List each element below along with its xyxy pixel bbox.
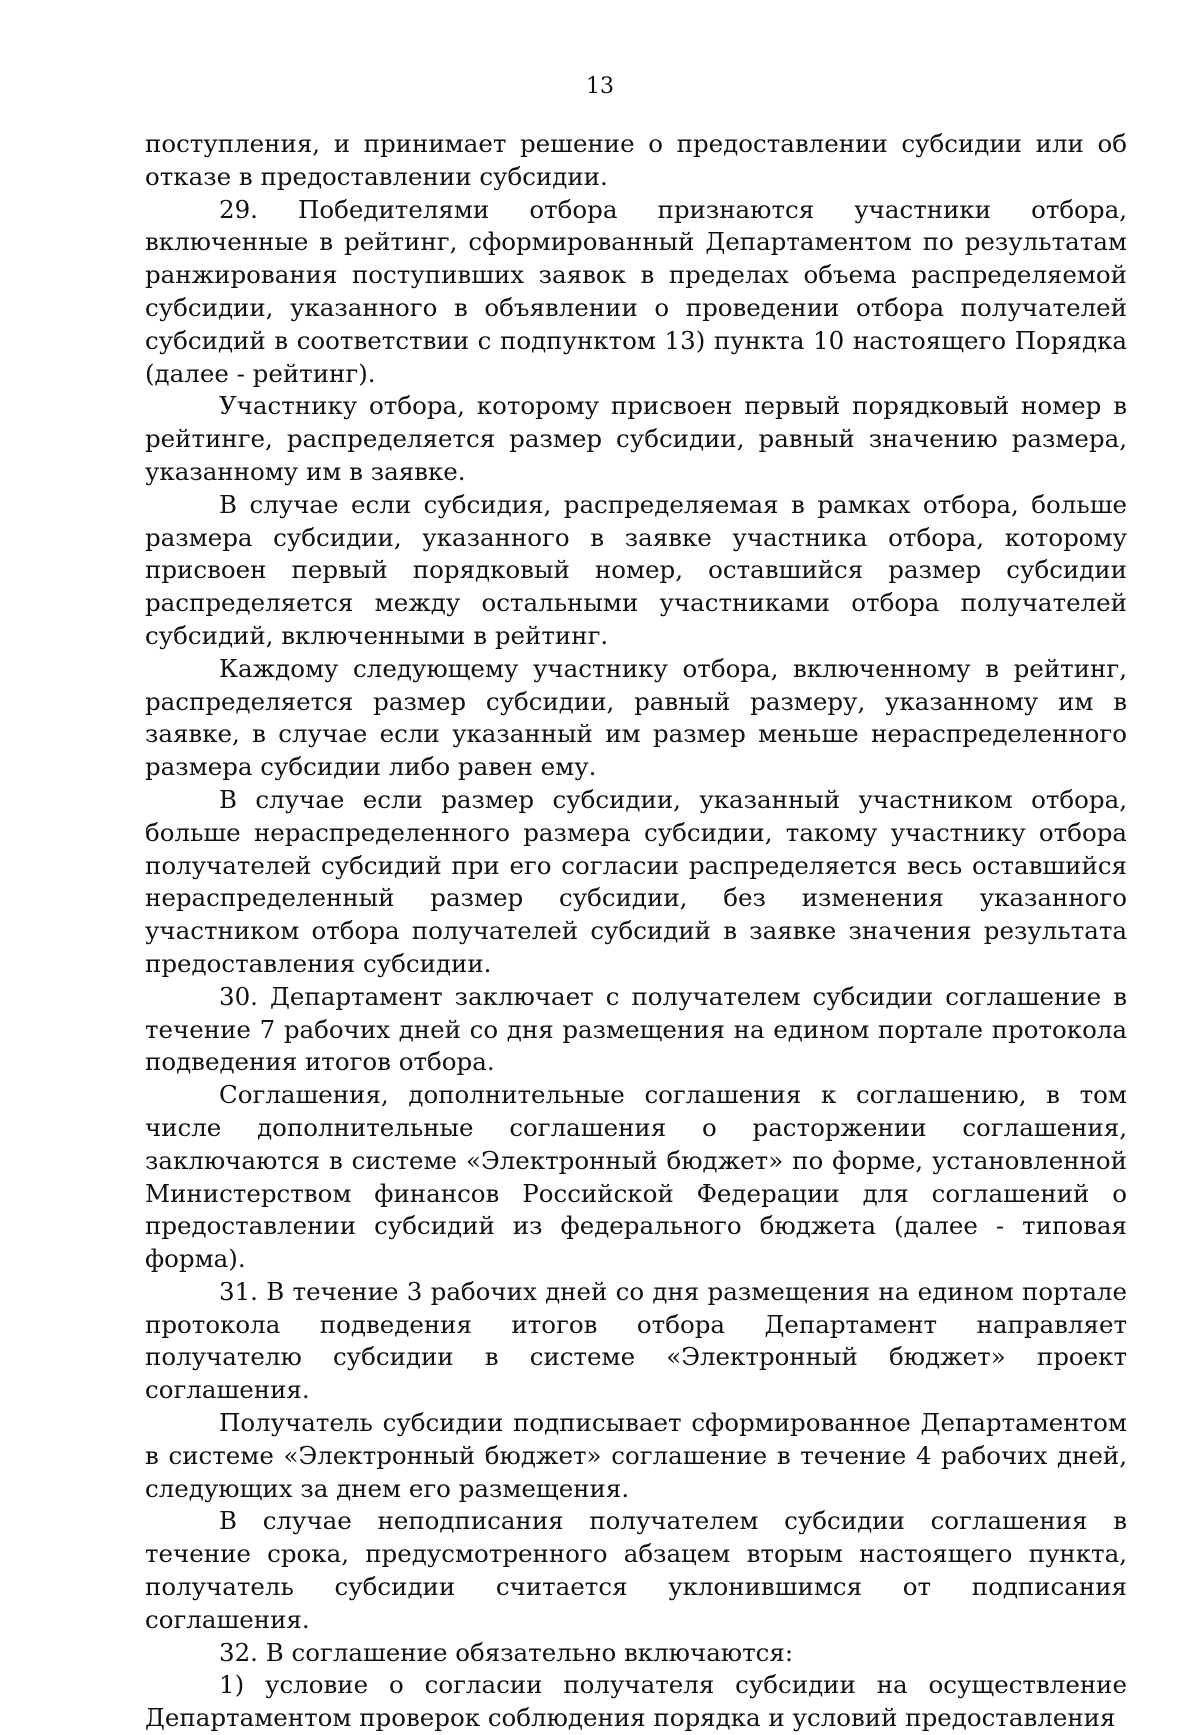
paragraph: В случае если субсидия, распределяемая в рамках отбора, больше размера субсидии, указанного в заявке участника отбора, которому присвоен первый порядковый номер, оставшийся размер субсидии распределяется между остальными участниками отбора получателей субсидий, включенными в рейтинг. [145, 489, 1127, 650]
page-number: 13 [586, 74, 614, 99]
paragraph-item-30: 30. Департамент заключает с получателем субсидии соглашение в течение 7 рабочих дней со дня размещения на едином портале протокола подведения итогов отбора. [145, 981, 1127, 1077]
paragraph: Соглашения, дополнительные соглашения к соглашению, в том числе дополнительные соглашения о расторжении соглашения, заключаются в системе «Электронный бюджет» по форме, установленной Министерством финансов Российской Федерации для соглашений о предоставлении субсидий из федерального бюджета (далее - типовая форма). [145, 1080, 1127, 1274]
paragraph: Каждому следующему участнику отбора, включенному в рейтинг, распределяется размер субсидии, равный размеру, указанному им в заявке, в случае если указанный им размер меньше нераспределенного размера субсидии либо равен ему. [145, 653, 1127, 782]
paragraph-continuation: поступления, и принимает решение о предоставлении субсидии или об отказе в предоставлении субсидии. [145, 129, 1127, 191]
paragraph: Участнику отбора, которому присвоен первый порядковый номер в рейтинге, распределяется размер субсидии, равный значению размера, указанному им в заявке. [145, 391, 1127, 486]
paragraph-item-31: 31. В течение 3 рабочих дней со дня размещения на едином портале протокола подведения итогов отбора Департамент направляет получателю субсидии в системе «Электронный бюджет» проект соглашения. [145, 1276, 1127, 1405]
paragraph-item-32: 32. В соглашение обязательно включаются: [219, 1637, 794, 1667]
document-body [145, 128, 1127, 1735]
paragraph-item-29: 29. Победителями отбора признаются участники отбора, включенные в рейтинг, сформированный Департаментом по результатам ранжирования поступивших заявок в пределах объема распределяемой субсидии, указанного в объявлении о проведении отбора получателей субсидий в соответствии с подпунктом 13) пункта 10 настоящего Порядка (далее - рейтинг). [145, 194, 1127, 388]
paragraph: Получатель субсидии подписывает сформированное Департаментом в системе «Электронный бюджет» соглашение в течение 4 рабочих дней, следующих за днем его размещения. [145, 1408, 1127, 1503]
paragraph: В случае если размер субсидии, указанный участником отбора, больше нераспределенного размера субсидии, такому участнику отбора получателей субсидий при его согласии распределяется весь оставшийся нераспределенный размер субсидии, без изменения указанного участником отбора получателей субсидий в заявке значения результата предоставления субсидии. [145, 784, 1127, 978]
paragraph-subitem-1: 1) условие о согласии получателя субсидии на осуществление Департаментом проверок соблюдения порядка и условий предоставления [145, 1670, 1127, 1733]
paragraph: В случае неподписания получателем субсидии соглашения в течение срока, предусмотренного абзацем вторым настоящего пункта, получатель субсидии считается уклонившимся от подписания соглашения. [145, 1506, 1127, 1634]
